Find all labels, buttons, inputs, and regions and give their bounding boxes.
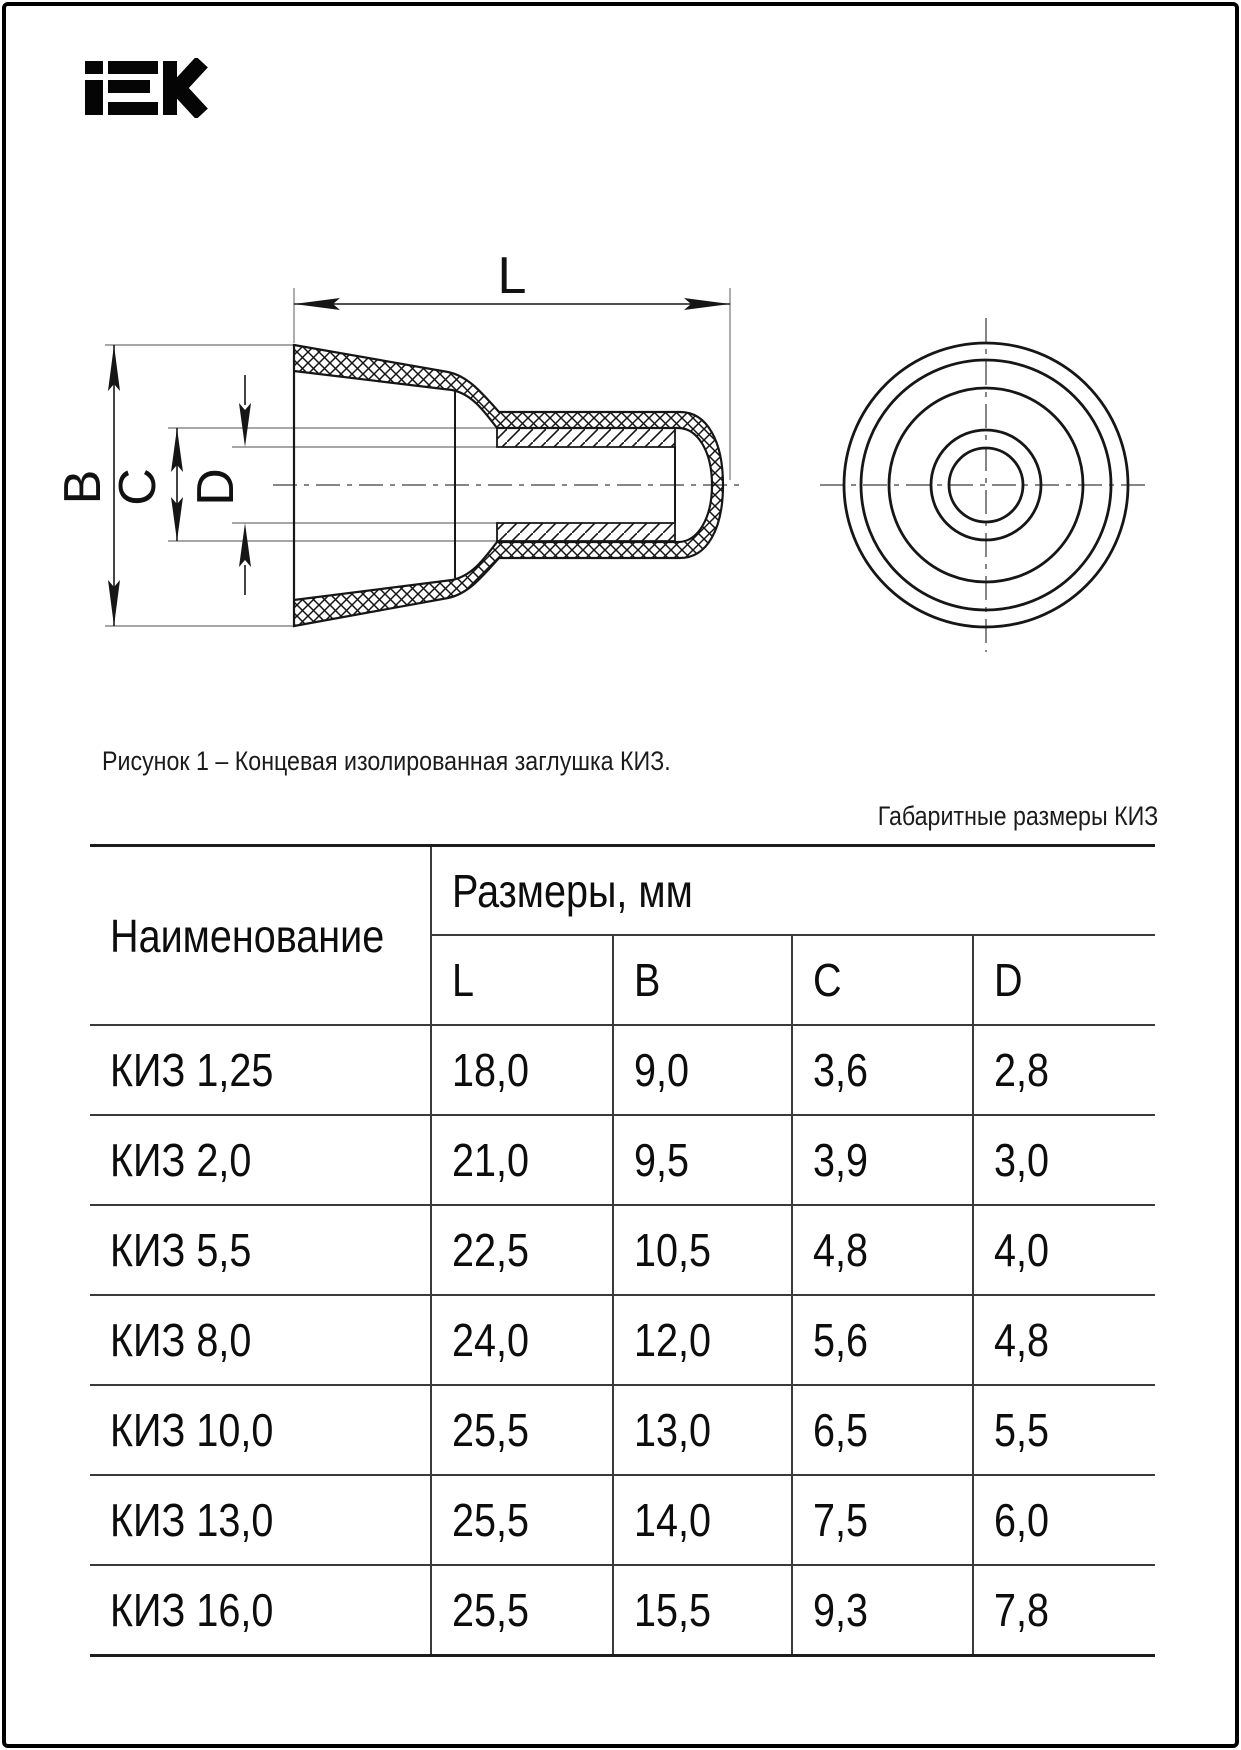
dimension-D: [187, 375, 251, 595]
cell-C: 4,8: [792, 1205, 973, 1295]
cell-L: 25,5: [431, 1385, 613, 1475]
subheader-D: D: [973, 935, 1155, 1025]
cell-D: 4,0: [973, 1205, 1155, 1295]
table-row: [90, 1115, 1155, 1205]
dimension-C: [109, 428, 183, 541]
cell-L: 18,0: [431, 1025, 613, 1115]
header-name-cell: Наименование: [110, 909, 385, 962]
table-header-row: [90, 846, 1155, 936]
table-row: [90, 1295, 1155, 1385]
cell-B: 14,0: [613, 1475, 792, 1565]
dimension-L: [294, 247, 730, 310]
table-row: [90, 1385, 1155, 1475]
cell-name: КИЗ 10,0: [90, 1385, 431, 1475]
dim-label-B: B: [54, 469, 112, 505]
table-row: [90, 1475, 1155, 1565]
metal-sleeve-bottom: [497, 523, 675, 541]
table-row: [90, 1205, 1155, 1295]
cell-L: 24,0: [431, 1295, 613, 1385]
subheader-C: C: [792, 935, 973, 1025]
cell-D: 2,8: [973, 1025, 1155, 1115]
cell-name: КИЗ 13,0: [90, 1475, 431, 1565]
cell-D: 3,0: [973, 1115, 1155, 1205]
cell-D: 6,0: [973, 1475, 1155, 1565]
cell-B: 10,5: [613, 1205, 792, 1295]
table-note: [832, 801, 1158, 831]
cell-C: 3,9: [792, 1115, 973, 1205]
cell-L: 25,5: [431, 1565, 613, 1656]
table-note-text: Габаритные размеры КИЗ: [877, 801, 1158, 831]
cell-C: 9,3: [792, 1565, 973, 1656]
cell-B: 15,5: [613, 1565, 792, 1656]
subheader-B: B: [613, 935, 792, 1025]
cell-C: 7,5: [792, 1475, 973, 1565]
cell-B: 12,0: [613, 1295, 792, 1385]
cell-name: КИЗ 5,5: [90, 1205, 431, 1295]
cell-B: 9,5: [613, 1115, 792, 1205]
cell-name: КИЗ 8,0: [90, 1295, 431, 1385]
cell-name: КИЗ 16,0: [90, 1565, 431, 1656]
cell-D: 7,8: [973, 1565, 1155, 1656]
dimensions-table: [90, 844, 1155, 1657]
cell-name: КИЗ 1,25: [90, 1025, 431, 1115]
figure-drawing: [0, 0, 1241, 700]
figure-caption: [102, 746, 763, 776]
header-sizes-cell: Размеры, мм: [431, 846, 1155, 936]
cell-C: 6,5: [792, 1385, 973, 1475]
cell-D: 4,8: [973, 1295, 1155, 1385]
cell-L: 21,0: [431, 1115, 613, 1205]
dim-label-D: D: [187, 468, 245, 506]
dim-label-L: L: [497, 247, 527, 305]
cell-L: 25,5: [431, 1475, 613, 1565]
cell-L: 22,5: [431, 1205, 613, 1295]
cell-C: 3,6: [792, 1025, 973, 1115]
table-row: [90, 1025, 1155, 1115]
table-row: [90, 1565, 1155, 1656]
cell-name: КИЗ 2,0: [90, 1115, 431, 1205]
cell-D: 5,5: [973, 1385, 1155, 1475]
metal-sleeve-top: [497, 428, 675, 447]
cell-B: 9,0: [613, 1025, 792, 1115]
dim-label-C: C: [109, 468, 167, 506]
extension-lines: [105, 288, 730, 626]
cell-C: 5,6: [792, 1295, 973, 1385]
cell-B: 13,0: [613, 1385, 792, 1475]
subheader-L: L: [431, 935, 613, 1025]
figure-caption-text: Рисунок 1 – Концевая изолированная заглушка КИЗ.: [102, 746, 671, 776]
